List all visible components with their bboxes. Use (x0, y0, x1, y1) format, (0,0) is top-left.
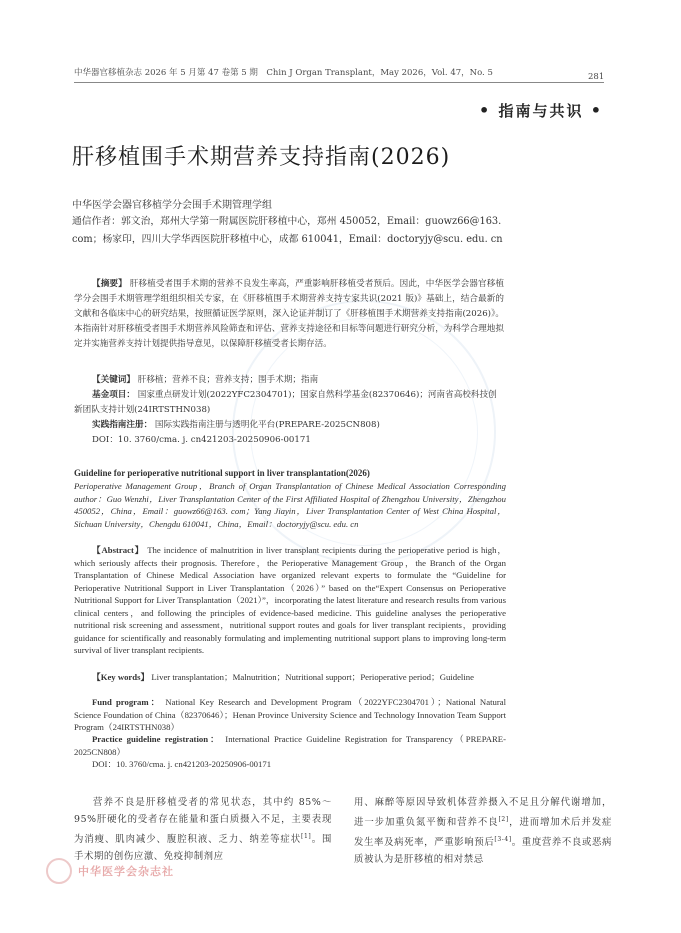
doi-en: DOI：10. 3760/cma. j. cn421203-20250906-00171 (92, 759, 272, 769)
fund-en (74, 696, 506, 734)
registration-cn (74, 418, 504, 433)
article-title-en: Guideline for perioperative nutritional support in liver transplantation(2026) (74, 468, 370, 478)
doi-cn: DOI：10. 3760/cma. j. cn421203-20250906-00171 (92, 435, 311, 445)
bullet-icon: • (479, 101, 492, 120)
keywords-cn-text: 肝移植；营养不良；营养支持；围手术期；指南 (137, 375, 319, 385)
page-number: 281 (588, 72, 605, 82)
body-column-right (354, 794, 612, 868)
keywords-cn (74, 373, 504, 388)
keywords-en (74, 671, 506, 684)
correspondence-cn: 通信作者：郭文治，郑州大学第一附属医院肝移植中心，郑州 450052，Email：guowz66@163. com；杨家印，四川大学华西医院肝移植中心，成都 610041，Email：doctoryjy@scu. edu. cn (72, 216, 503, 245)
article-title-cn: 肝移植围手术期营养支持指南(2026) (72, 145, 451, 170)
abstract-en (74, 544, 506, 657)
registration-cn-text: 国际实践指南注册与透明化平台(PREPARE-2025CN808) (154, 420, 380, 430)
fund-en-text: National Key Research and Development Program（2022YFC2304701）；National Natural Science Foundation of China（82370646）；Henan Province University Science and Technology Innovation Team Support Program（24IRTSTHN038） (74, 697, 506, 732)
keywords-en-label: 【Key words】 (92, 672, 150, 682)
publisher-watermark (46, 858, 174, 884)
abstract-en-label: 【Abstract】 (92, 545, 145, 555)
abstract-cn-text: 肝移植受者围手术期的营养不良发生率高，严重影响肝移植受者预后。因此，中华医学会器官移植学分会围手术期管理学组组织相关专家，在《肝移植围手术期营养支持专家共识(2021 版)》基础上，结合最新的文献和各临床中心的研究结果，按照循证医学原则，深入论证并制订了《肝移植围手术期营养支持指南(2026)》。本指南针对肝移植受者围手术期营养风险筛查和评估、营养支持途径和目标等问题进行研究分析，为科学合理地拟定并实施营养支持计划提供指导意见，以保障肝移植受者长期存活。 (74, 279, 504, 349)
fund-cn (74, 388, 504, 418)
fund-cn-text: 国家重点研发计划(2022YFC2304701)；国家自然科学基金(82370646)；河南省高校科技创新团队支持计划(24IRTSTHN038) (74, 390, 497, 415)
registration-en (74, 733, 506, 758)
registration-en-label: Practice guideline registration： (92, 734, 221, 744)
fund-cn-label: 基金项目： (92, 390, 135, 400)
running-head: 中华器官移植杂志 2026 年 5 月第 47 卷第 5 期 Chin J Organ Transplant，May 2026，Vol. 47，No. 5 (74, 68, 493, 78)
body-text: 用、麻醉等原因导致机体营养摄入不足且分解代谢增加，进一步加重负氮平衡和营养不良 (354, 797, 612, 829)
abstract-cn-label: 【摘要】 (92, 279, 127, 289)
abstract-cn (74, 277, 504, 352)
body-text: 。围手术期的创伤应激、免疫抑制剂应 (74, 834, 332, 863)
registration-cn-label: 实践指南注册： (92, 420, 153, 430)
publisher-name: 中华医学会杂志社 (78, 865, 174, 878)
body-column-left (74, 794, 332, 865)
bullet-icon: • (590, 101, 603, 120)
keywords-cn-label: 【关键词】 (92, 375, 135, 385)
authors-cn: 中华医学会器官移植学分会围手术期管理学组 (72, 200, 272, 211)
citation-ref[interactable]: [1] (301, 833, 312, 840)
body-text: 。重度营养不良或恶病质被认为是肝移植的相对禁忌 (354, 837, 612, 866)
citation-ref[interactable]: [2] (498, 816, 509, 823)
citation-ref[interactable]: [3-4] (494, 836, 512, 844)
keywords-en-text: Liver transplantation；Malnutrition；Nutritional support；Perioperative period；Guideline (151, 672, 474, 682)
publisher-seal-icon (46, 858, 72, 884)
section-label (479, 100, 603, 121)
header-rule (74, 82, 604, 83)
authors-en: Perioperative Management Group，Branch of Organ Transplantation of Chinese Medical Association Corresponding author：Guo Wenzhi，Liver Transplantation Center of the First Affiliated Hospital of Zhengzhou University，Zhengzhou 450052，China，Email：guowz66@163. com；Yang Jiayin，Liver Transplantation Center of West China Hospital，Sichuan University，Chengdu 610041，China，Email：doctoryjy@scu. edu. cn (74, 481, 506, 529)
body-text: 营养不良是肝移植受者的常见状态，其中约 85%～95%肝硬化的受者存在能量和蛋白质摄入不足，主要表现为消瘦、肌肉减少、腹腔积液、乏力、纳差等症状 (74, 797, 332, 846)
body-text: ，进而增加术后并发症发生率及病死率，严重影响预后 (354, 817, 612, 849)
abstract-en-text: The incidence of malnutrition in liver transplant recipients during the perioperative period is high，which seriously affects their prognosis. Therefore，the Perioperative Management Group，the Branch of the Organ Transplantation of Chinese Medical Association have organized relevant experts to formulate the “Guideline for Perioperative Nutritional Support in Liver Transplantation（2026）” based on the“Expert Consensus on Perioperative Nutritional Support for Liver Transplantation（2021）”，incorporating the latest literature and research results from various clinical centers，and following the principles of evidence-based medicine. This guideline analyses the perioperative nutritional risk screening and assessment，nutritional support routes and goals for liver transplant recipients，providing guidance for scientifically and reasonably formulating and implementing nutritional support plans to improving long-term survival of liver transplant recipients. (74, 545, 507, 655)
section-label-text: 指南与共识 (498, 102, 584, 120)
registration-en-text: International Practice Guideline Registration for Transparency（PREPARE-2025CN808） (74, 734, 506, 757)
fund-en-label: Fund program： (92, 697, 162, 707)
